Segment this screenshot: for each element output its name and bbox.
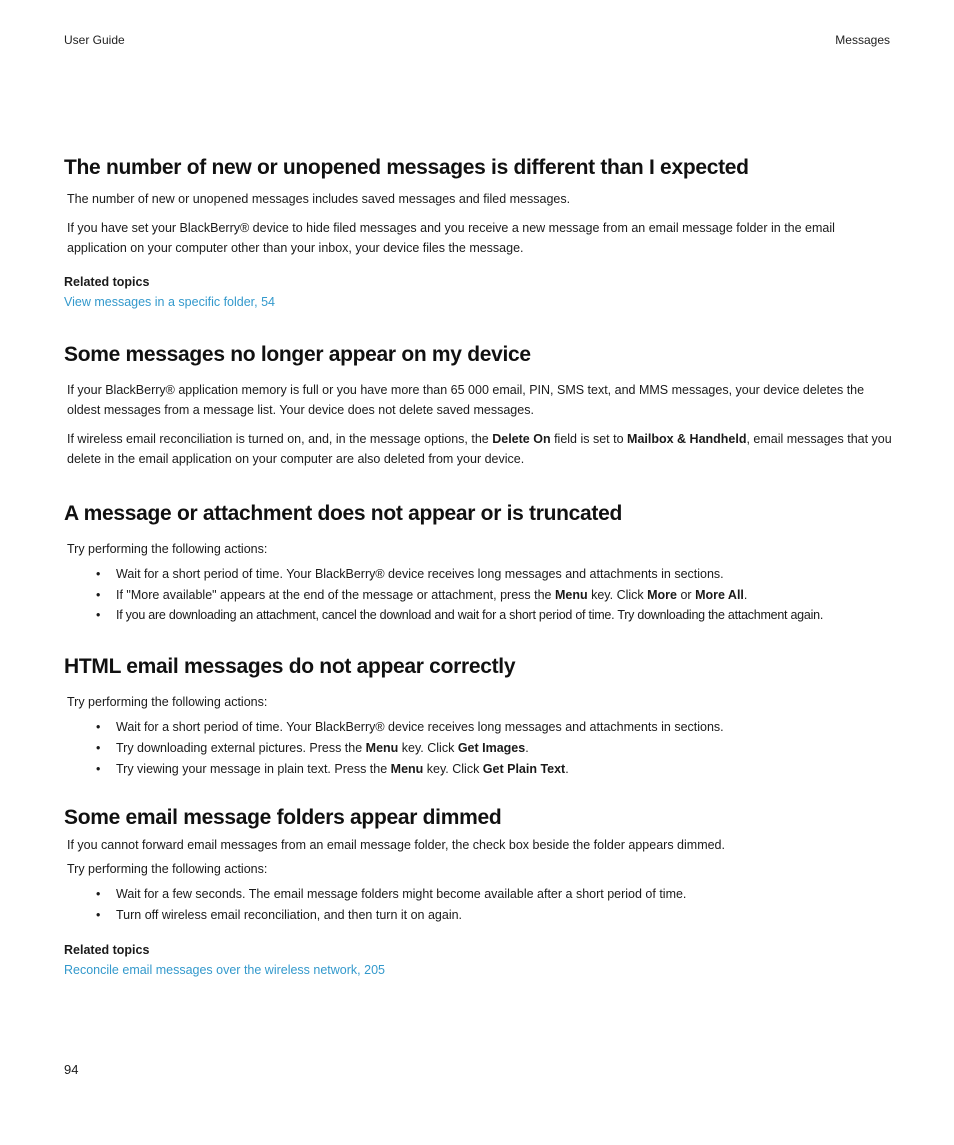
section-html-email (64, 652, 892, 779)
section-heading: Some email message folders appear dimmed (64, 806, 502, 830)
paragraph: If wireless email reconciliation is turned on, and, in the message options, the Delete On field is set to Mailbox & Handheld, email messages that you delete in the email application on your computer are also deleted from your device. (67, 432, 892, 466)
running-header-right: Messages (835, 33, 890, 47)
paragraph: Try performing the following actions: (67, 695, 268, 710)
section-heading: HTML email messages do not appear correctly (64, 655, 516, 679)
related-topics-heading: Related topics (64, 942, 150, 957)
section-attachment-truncated (64, 499, 892, 626)
ui-term: Delete On (492, 432, 551, 446)
running-header-left: User Guide (64, 33, 125, 47)
section-heading: A message or attachment does not appear or is truncated (64, 502, 623, 525)
list-item: • Wait for a short period of time. Your BlackBerry® device receives long messages and attachments in sections. (64, 717, 892, 738)
paragraph: If you have set your BlackBerry® device to hide filed messages and you receive a new message from an email message folder in the email application on your computer other than your inbox, your device files the message. (67, 221, 835, 255)
list-item: • Wait for a short period of time. Your BlackBerry® device receives long messages and attachments in sections. (64, 564, 892, 585)
section-heading: Some messages no longer appear on my device (64, 343, 531, 366)
paragraph: Try performing the following actions: (67, 862, 268, 877)
section-heading: The number of new or unopened messages is different than I expected (64, 156, 749, 179)
paragraph: If your BlackBerry® application memory is full or you have more than 65 000 email, PIN, SMS text, and MMS messages, your device deletes the oldest messages from a message list. Your device does not delete saved messages. (67, 383, 865, 417)
ui-term: Mailbox & Handheld (627, 432, 747, 446)
list-item: • If "More available" appears at the end of the message or attachment, press the Menu key. Click More or More All. (64, 585, 892, 606)
action-list (64, 884, 892, 925)
list-item: • Try downloading external pictures. Press the Menu key. Click Get Images. (64, 738, 892, 759)
paragraph: Try performing the following actions: (67, 542, 268, 556)
list-item: • Turn off wireless email reconciliation, and then turn it on again. (64, 905, 892, 926)
action-list (64, 564, 892, 626)
action-list (64, 717, 892, 779)
page-number: 94 (64, 1062, 79, 1077)
paragraph: If you cannot forward email messages from an email message folder, the check box beside the folder appears dimmed. (67, 838, 725, 853)
related-topic-link[interactable]: Reconcile email messages over the wireless network, 205 (64, 962, 385, 977)
section-messages-missing (64, 340, 892, 469)
related-topic-link[interactable]: View messages in a specific folder, 54 (64, 295, 275, 309)
list-item: • Try viewing your message in plain text. Press the Menu key. Click Get Plain Text. (64, 759, 892, 780)
related-topics-heading: Related topics (64, 275, 150, 289)
list-item: • If you are downloading an attachment, cancel the download and wait for a short period of time. Try downloading the attachment again. (64, 605, 892, 626)
list-item: • Wait for a few seconds. The email message folders might become available after a short period of time. (64, 884, 892, 905)
section-message-count (64, 153, 892, 312)
paragraph: The number of new or unopened messages includes saved messages and filed messages. (67, 192, 571, 206)
page-content (64, 153, 892, 1000)
section-folders-dimmed (64, 803, 892, 979)
